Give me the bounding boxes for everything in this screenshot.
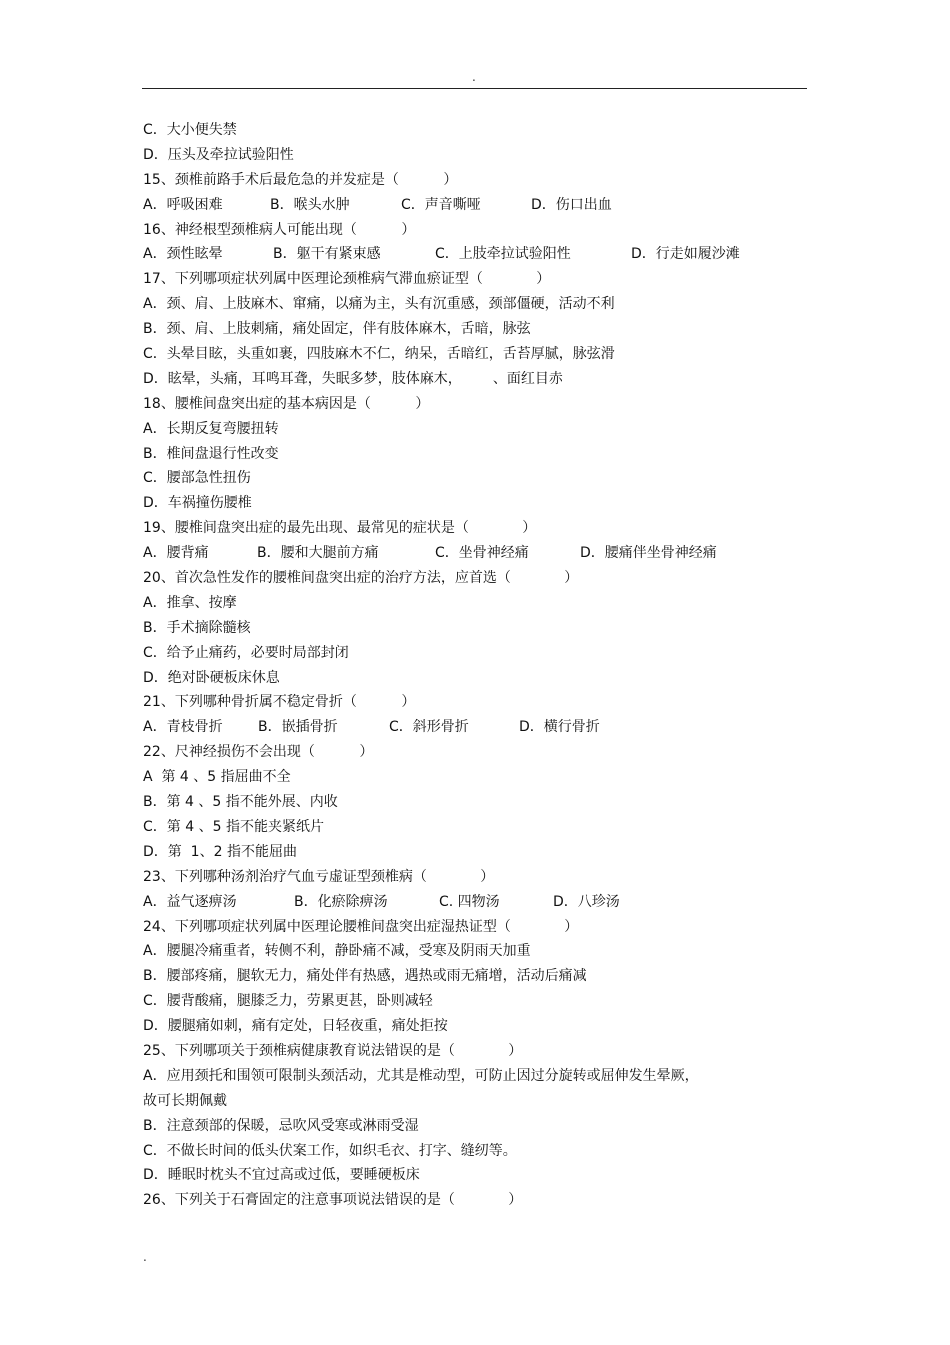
question-stem: 26、下列关于石膏固定的注意事项说法错误的是（ ）: [143, 1192, 523, 1209]
options-row: [143, 193, 783, 218]
option-text: C．上肢牵拉试验阳性: [435, 246, 571, 263]
answer-line: C．腰部急性扭伤: [143, 470, 251, 487]
question-stem: 17、下列哪项症状列属中医理论颈椎病气滞血瘀证型（ ）: [143, 271, 551, 288]
answer-line: B．注意颈部的保暖，忌吹风受寒或淋雨受湿: [143, 1117, 419, 1134]
option-text: C．声音嘶哑: [401, 196, 481, 213]
answer-line: C．头晕目眩，头重如裹，四肢麻木不仁，纳呆，舌暗红，舌苔厚腻，脉弦滑: [143, 346, 615, 363]
option-text: B．化瘀除痹汤: [294, 893, 388, 910]
option-text: D．八珍汤: [553, 893, 620, 910]
answer-line: B．腰部疼痛，腿软无力，痛处伴有热感，遇热或雨无痛增，活动后痛减: [143, 968, 587, 985]
question-stem: 15、颈椎前路手术后最危急的并发症是（ ）: [143, 171, 458, 188]
option-text: A．益气逐痹汤: [143, 893, 237, 910]
answer-line: C．腰背酸痛，腿膝乏力，劳累更甚，卧则减轻: [143, 993, 433, 1010]
options-row: [143, 715, 783, 740]
question-stem: 18、腰椎间盘突出症的基本病因是（ ）: [143, 395, 430, 412]
options-row: [143, 541, 783, 566]
answer-line: D．第 1、2 指不能屈曲: [143, 843, 297, 860]
answer-line: B．椎间盘退行性改变: [143, 445, 279, 462]
question-stem: 25、下列哪项关于颈椎病健康教育说法错误的是（ ）: [143, 1042, 523, 1059]
option-text: D．伤口出血: [531, 196, 612, 213]
question-stem: 24、下列哪项症状列属中医理论腰椎间盘突出症湿热证型（ ）: [143, 918, 579, 935]
option-text: D．腰痛伴坐骨神经痛: [580, 545, 717, 562]
answer-line: C．大小便失禁: [143, 122, 237, 138]
answer-line: A．颈、肩、上肢麻木、窜痛，以痛为主，头有沉重感，颈部僵硬，活动不利: [143, 296, 615, 313]
question-stem: 16、神经根型颈椎病人可能出现（ ）: [143, 221, 416, 238]
answer-line: A．应用颈托和围领可限制头颈活动，尤其是椎动型，可防止因过分旋转或屈伸发生晕厥，: [143, 1067, 699, 1084]
question-list: [143, 118, 783, 1213]
answer-line: A．长期反复弯腰扭转: [143, 420, 279, 437]
option-text: A．颈性眩晕: [143, 246, 223, 263]
question-stem: 21、下列哪种骨折属不稳定骨折（ ）: [143, 694, 416, 711]
option-text: C．斜形骨折: [389, 719, 469, 736]
footer-dot: .: [143, 1250, 147, 1264]
answer-line: B．第 4 、5 指不能外展、内收: [143, 794, 338, 811]
answer-line: D．压头及牵拉试验阳性: [143, 146, 294, 163]
option-text: C．坐骨神经痛: [435, 545, 529, 562]
answer-line: B．手术摘除髓核: [143, 619, 251, 636]
question-stem: 23、下列哪种汤剂治疗气血亏虚证型颈椎病（ ）: [143, 868, 495, 885]
answer-line: A 第 4 、5 指屈曲不全: [143, 769, 291, 786]
answer-line: A．腰腿冷痛重者，转侧不利，静卧痛不减，受寒及阴雨天加重: [143, 943, 531, 960]
option-text: A．腰背痛: [143, 545, 209, 562]
question-stem: 22、尺神经损伤不会出现（ ）: [143, 744, 374, 761]
answer-line: C．给予止痛药，必要时局部封闭: [143, 644, 349, 661]
option-text: D．行走如履沙滩: [631, 246, 740, 263]
option-text: D．横行骨折: [519, 719, 600, 736]
answer-line: D．睡眠时枕头不宜过高或过低，要睡硬板床: [143, 1167, 420, 1184]
option-text: B．躯干有紧束感: [273, 246, 381, 263]
answer-line: D．腰腿痛如刺，痛有定处，日轻夜重，痛处拒按: [143, 1018, 448, 1035]
answer-line: C．第 4 、5 指不能夹紧纸片: [143, 818, 324, 835]
option-text: C. 四物汤: [439, 893, 500, 910]
options-row: [143, 242, 783, 267]
answer-line: D．眩晕，头痛，耳鸣耳聋，失眠多梦，肢体麻木， 、面红目赤: [143, 370, 563, 387]
answer-line: C．不做长时间的低头伏案工作，如织毛衣、打字、缝纫等。: [143, 1142, 517, 1159]
option-text: B．喉头水肿: [270, 196, 350, 213]
question-stem: 19、腰椎间盘突出症的最先出现、最常见的症状是（ ）: [143, 520, 537, 537]
option-text: B．腰和大腿前方痛: [257, 545, 379, 562]
option-text: A．青枝骨折: [143, 719, 223, 736]
options-row: [143, 890, 783, 915]
option-text: A．呼吸困难: [143, 196, 223, 213]
header-dot: .: [472, 70, 476, 84]
answer-line: B．颈、肩、上肢刺痛，痛处固定，伴有肢体麻木，舌暗，脉弦: [143, 321, 531, 338]
answer-line: A．推拿、按摩: [143, 594, 237, 611]
answer-line: 故可长期佩戴: [143, 1092, 227, 1109]
question-stem: 20、首次急性发作的腰椎间盘突出症的治疗方法，应首选（ ）: [143, 570, 579, 587]
header-rule: [142, 88, 807, 89]
option-text: B．嵌插骨折: [258, 719, 338, 736]
answer-line: D．车祸撞伤腰椎: [143, 495, 252, 512]
answer-line: D．绝对卧硬板床休息: [143, 669, 280, 686]
